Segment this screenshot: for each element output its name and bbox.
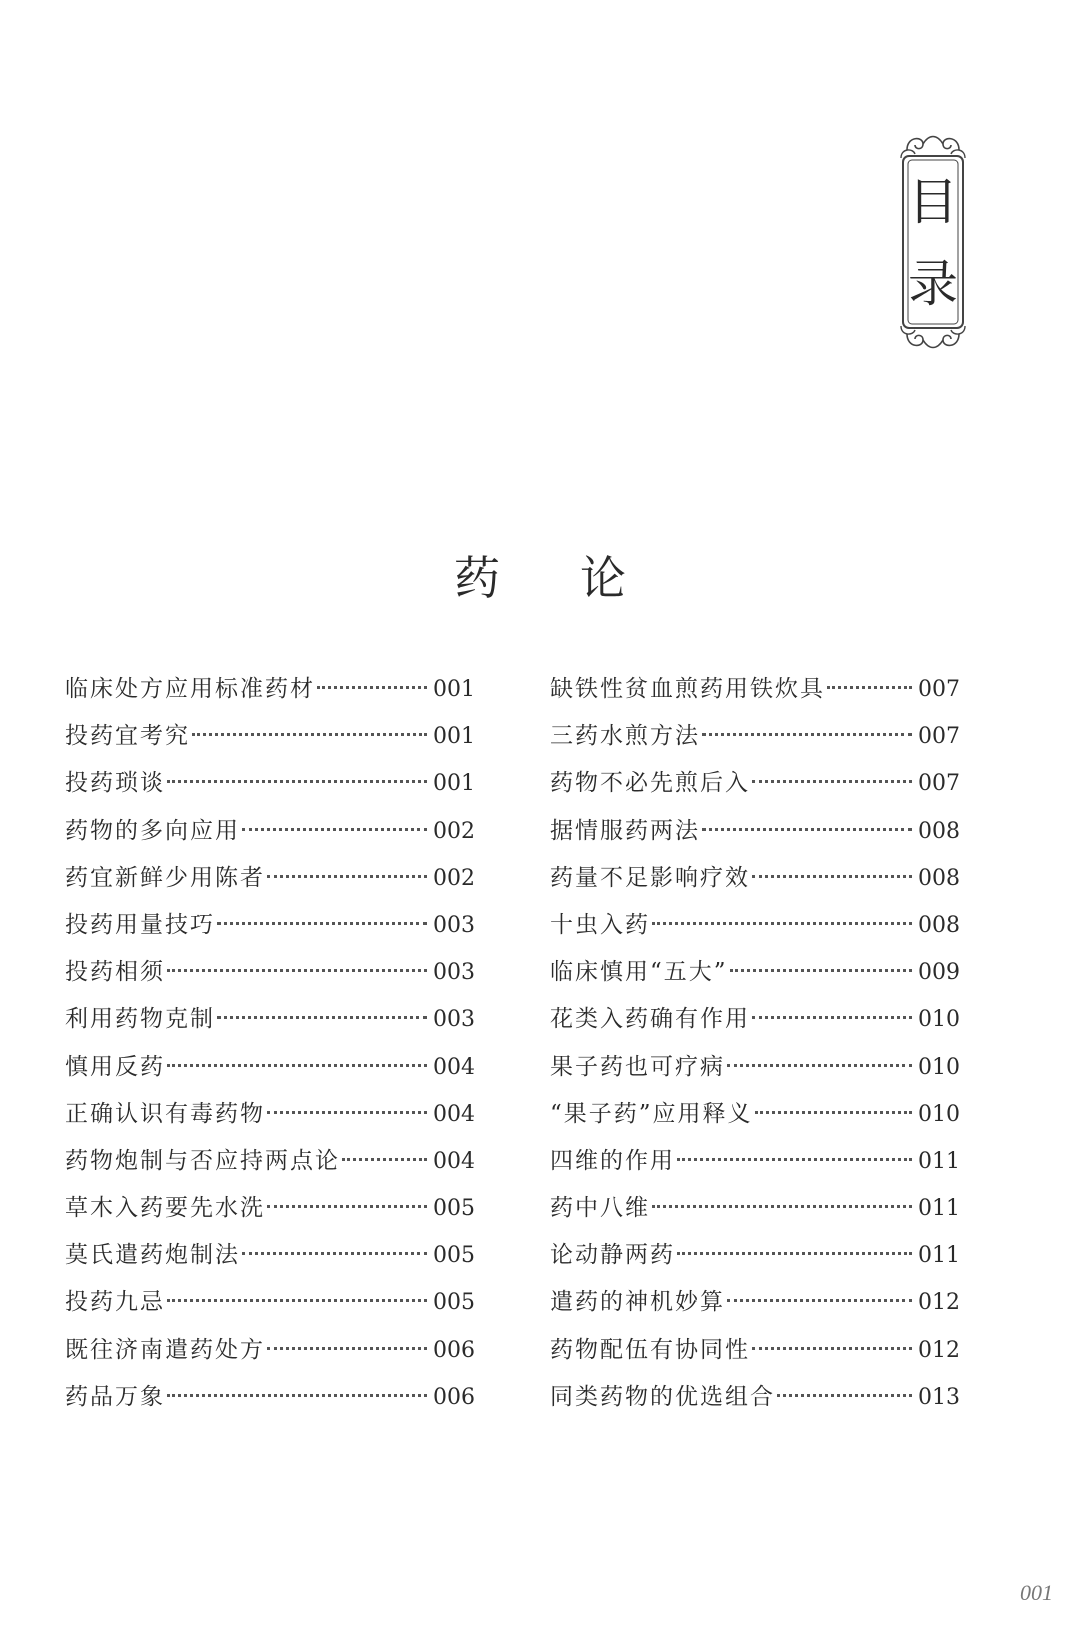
- toc-dot-leader: [317, 686, 427, 689]
- toc-dot-leader: [752, 780, 912, 783]
- toc-entry-page: 003: [433, 912, 475, 938]
- toc-entry[interactable]: [65, 816, 475, 863]
- toc-dot-leader: [217, 1016, 427, 1019]
- toc-entry-title: 临床处方应用标准药材: [65, 676, 315, 702]
- toc-dot-leader: [167, 1299, 427, 1302]
- toc-entry[interactable]: [65, 674, 475, 721]
- toc-entry[interactable]: [65, 1382, 475, 1429]
- toc-entry-title: 药物配伍有协同性: [550, 1336, 750, 1363]
- toc-entry-page: 007: [918, 771, 960, 797]
- toc-entry-title: 药宜新鲜少用陈者: [65, 864, 265, 891]
- page-number: 001: [1020, 1580, 1053, 1605]
- toc-entry-page: 001: [433, 724, 475, 750]
- toc-entry-title: 投药相须: [65, 959, 165, 986]
- toc-entry-page: 006: [433, 1384, 475, 1410]
- toc-entry-title: 药物不必先煎后入: [550, 770, 750, 797]
- toc-dot-leader: [342, 1158, 427, 1161]
- toc-entry[interactable]: [65, 1193, 475, 1240]
- toc-entry-page: 008: [918, 912, 960, 938]
- toc-entry[interactable]: [65, 957, 475, 1004]
- toc-entry[interactable]: [65, 910, 475, 957]
- toc-entry-title: 花类入药确有作用: [550, 1006, 750, 1033]
- toc-entry-title: 药品万象: [65, 1383, 165, 1410]
- toc-entry-page: 011: [918, 1148, 960, 1174]
- toc-entry-page: 005: [433, 1290, 475, 1316]
- toc-entry-title: 投药用量技巧: [65, 911, 215, 938]
- toc-entry-page: 005: [433, 1196, 475, 1222]
- toc-entry-page: 010: [918, 1101, 960, 1127]
- toc-dot-leader: [727, 1299, 912, 1302]
- section-title: 药论: [454, 551, 706, 605]
- toc-entry-title: 药物的多向应用: [65, 817, 240, 844]
- toc-entry-title: 临床慎用“五大”: [550, 959, 728, 986]
- toc-entry-title: 药物炮制与否应持两点论: [65, 1147, 340, 1174]
- toc-entry-title: 药中八维: [550, 1195, 650, 1222]
- toc-dot-leader: [777, 1394, 912, 1397]
- toc-dot-leader: [827, 686, 912, 689]
- toc-entry[interactable]: [65, 1287, 475, 1334]
- toc-entry-title: 投药九忌: [65, 1289, 165, 1316]
- toc-entry-page: 011: [918, 1243, 960, 1269]
- toc-entry[interactable]: [550, 1382, 960, 1429]
- toc-dot-leader: [677, 1158, 912, 1161]
- toc-entry-title: 投药琐谈: [65, 770, 165, 797]
- toc-entry-page: 007: [918, 677, 960, 702]
- toc-entry[interactable]: [550, 1240, 960, 1287]
- toc-entry[interactable]: [550, 1099, 960, 1146]
- toc-dot-leader: [752, 1016, 912, 1019]
- toc-entry-page: 008: [918, 865, 960, 891]
- toc-entry[interactable]: [550, 957, 960, 1004]
- toc-entry-page: 010: [918, 1054, 960, 1080]
- toc-dot-leader: [242, 828, 427, 831]
- toc-dot-leader: [677, 1252, 912, 1255]
- toc-dot-leader: [242, 1252, 427, 1255]
- toc-dot-leader: [167, 780, 427, 783]
- toc-entry-title: 四维的作用: [550, 1147, 675, 1174]
- toc-dot-leader: [652, 1205, 912, 1208]
- toc-entry[interactable]: [550, 1052, 960, 1099]
- toc-dot-leader: [752, 875, 912, 878]
- toc-entry-page: 005: [433, 1243, 475, 1269]
- toc-entry-title: 据情服药两法: [550, 817, 700, 844]
- toc-entry-page: 003: [433, 1007, 475, 1033]
- toc-entry-title: 十虫入药: [550, 911, 650, 938]
- toc-entry[interactable]: [550, 1146, 960, 1193]
- toc-entry[interactable]: [65, 768, 475, 815]
- toc-entry-page: 002: [433, 865, 475, 891]
- toc-entry-title: 草木入药要先水洗: [65, 1195, 265, 1222]
- toc-dot-leader: [267, 1111, 427, 1114]
- toc-entry-page: 006: [433, 1337, 475, 1363]
- toc-entry[interactable]: [550, 1335, 960, 1382]
- toc-entry-title: 三药水煎方法: [550, 723, 700, 750]
- toc-entry[interactable]: [550, 768, 960, 815]
- toc-entry[interactable]: [550, 1193, 960, 1240]
- toc-entry-page: 002: [433, 818, 475, 844]
- toc-dot-leader: [192, 733, 427, 736]
- toc-dot-leader: [267, 875, 427, 878]
- toc-entry[interactable]: [550, 816, 960, 863]
- toc-entry[interactable]: [550, 721, 960, 768]
- toc-entry[interactable]: [550, 674, 960, 721]
- toc-dot-leader: [702, 733, 912, 736]
- toc-dot-leader: [167, 1064, 427, 1067]
- toc-entry-title: 既往济南遣药处方: [65, 1336, 265, 1363]
- toc-column-left: [65, 674, 475, 1429]
- toc-dot-leader: [217, 922, 427, 925]
- toc-entry-page: 012: [918, 1290, 960, 1316]
- toc-entry-title: 慎用反药: [65, 1053, 165, 1080]
- toc-entry-page: 008: [918, 818, 960, 844]
- toc-entry-title: 果子药也可疗病: [550, 1053, 725, 1080]
- toc-entry[interactable]: [65, 1240, 475, 1287]
- toc-entry-title: 药量不足影响疗效: [550, 864, 750, 891]
- toc-dot-leader: [727, 1064, 912, 1067]
- toc-dot-leader: [752, 1347, 912, 1350]
- toc-entry-page: 012: [918, 1337, 960, 1363]
- toc-entry[interactable]: [65, 1004, 475, 1051]
- toc-entry[interactable]: [550, 1287, 960, 1334]
- toc-entry[interactable]: [65, 1052, 475, 1099]
- toc-entry-title: 缺铁性贫血煎药用铁炊具: [550, 676, 825, 702]
- toc-dot-leader: [167, 1394, 427, 1397]
- toc-entry-page: 004: [433, 1101, 475, 1127]
- toc-entry-page: 004: [433, 1148, 475, 1174]
- toc-entry-page: 004: [433, 1054, 475, 1080]
- toc-entry-title: 同类药物的优选组合: [550, 1383, 775, 1410]
- toc-entry[interactable]: [65, 1099, 475, 1146]
- toc-dot-leader: [730, 969, 912, 972]
- toc-entry-title: 利用药物克制: [65, 1006, 215, 1033]
- toc-entry[interactable]: [550, 863, 960, 910]
- toc-entry-title: 遣药的神机妙算: [550, 1289, 725, 1316]
- toc-entry-page: 007: [918, 724, 960, 750]
- toc-dot-leader: [267, 1347, 427, 1350]
- toc-entry-title: 投药宜考究: [65, 723, 190, 750]
- toc-entry-page: 011: [918, 1196, 960, 1222]
- toc-dot-leader: [702, 828, 912, 831]
- toc-heading-char-2: 录: [908, 255, 958, 313]
- toc-entry-page: 001: [433, 677, 475, 702]
- toc-entry-page: 001: [433, 771, 475, 797]
- toc-entry[interactable]: [65, 721, 475, 768]
- toc-entry-title: 正确认识有毒药物: [65, 1100, 265, 1127]
- toc-dot-leader: [167, 969, 427, 972]
- toc-heading-char-1: 目: [908, 173, 958, 231]
- toc-dot-leader: [755, 1111, 912, 1114]
- toc-heading-badge: [893, 128, 973, 356]
- toc-entry[interactable]: [65, 863, 475, 910]
- toc-entry-page: 013: [918, 1384, 960, 1410]
- toc-entry-title: 莫氏遣药炮制法: [65, 1242, 240, 1269]
- toc-entry-title: “果子药”应用释义: [550, 1100, 753, 1127]
- toc-entry[interactable]: [550, 910, 960, 957]
- ornate-frame-icon: [893, 128, 973, 356]
- toc-entry[interactable]: [65, 1146, 475, 1193]
- toc-column-right: [550, 674, 960, 1429]
- toc-entry-page: 003: [433, 960, 475, 986]
- toc-entry[interactable]: [65, 1335, 475, 1382]
- toc-dot-leader: [267, 1205, 427, 1208]
- toc-entry-page: 010: [918, 1007, 960, 1033]
- toc-entry-page: 009: [918, 960, 960, 986]
- toc-entry-title: 论动静两药: [550, 1242, 675, 1269]
- toc-dot-leader: [652, 922, 912, 925]
- toc-entry[interactable]: [550, 1004, 960, 1051]
